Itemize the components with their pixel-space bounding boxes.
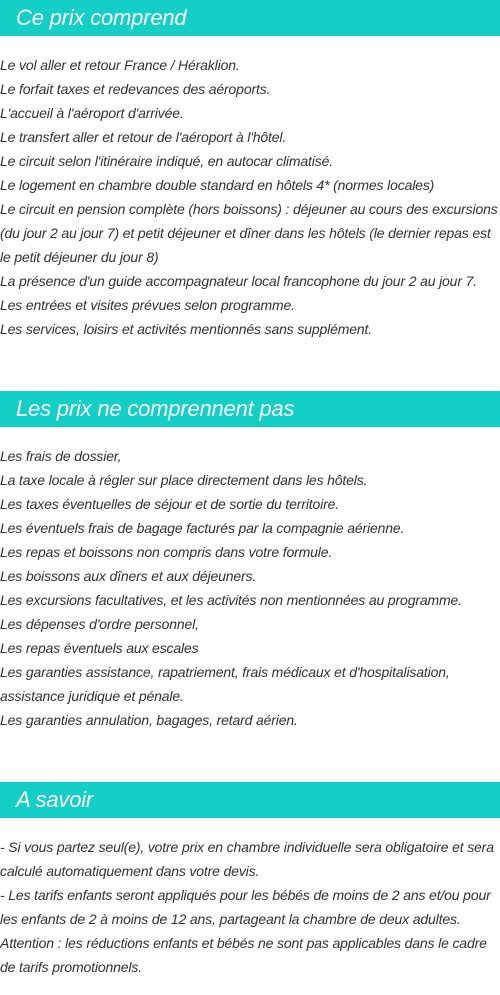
list-item: Les entrées et visites prévues selon programme. (0, 297, 295, 313)
list-item: Le circuit en pension complète (hors boissons) : déjeuner au cours des excursions (du jour 2 au jour 7) et petit déjeuner et dîner dans les hôtels (le dernier repas est le petit déjeuner du jour 8) (0, 201, 498, 265)
list-item: Les taxes éventuelles de séjour et de sortie du territoire. (0, 496, 340, 512)
list-item: Les boissons aux dîners et aux déjeuners. (0, 568, 257, 584)
section-good-to-know (0, 782, 500, 979)
list-item: Le vol aller et retour France / Héraklion. (0, 57, 240, 73)
excluded-list (0, 444, 500, 732)
list-item: - Si vous partez seul(e), votre prix en chambre individuelle sera obligatoire et sera calculé automatiquement dans votre devis. (0, 839, 494, 879)
list-item: Les garanties annulation, bagages, retard aérien. (0, 712, 298, 728)
list-item: Le circuit selon l'itinéraire indiqué, en autocar climatisé. (0, 153, 333, 169)
section-price-excludes (0, 391, 500, 732)
list-item: La présence d'un guide accompagnateur local francophone du jour 2 au jour 7. (0, 273, 477, 289)
section-title: Les prix ne comprennent pas (0, 391, 500, 427)
list-item: Les garanties assistance, rapatriement, frais médicaux et d'hospitalisation, assistance juridique et pénale. (0, 664, 450, 704)
list-item: Les dépenses d'ordre personnel, (0, 616, 199, 632)
section-title: Ce prix comprend (0, 0, 500, 36)
list-item: Les frais de dossier, (0, 448, 122, 464)
list-item: La taxe locale à régler sur place directement dans les hôtels. (0, 472, 368, 488)
info-list (0, 835, 500, 979)
list-item: Les repas éventuels aux escales (0, 640, 199, 656)
list-item: Attention : les réductions enfants et bébés ne sont pas applicables dans le cadre de tarifs promotionnels. (0, 935, 487, 975)
list-item: Le transfert aller et retour de l'aéroport à l'hôtel. (0, 129, 287, 145)
list-item: Le logement en chambre double standard en hôtels 4* (normes locales) (0, 177, 435, 193)
list-item: Les repas et boissons non compris dans votre formule. (0, 544, 333, 560)
included-list (0, 53, 500, 341)
section-title: A savoir (0, 782, 500, 818)
list-item: Les éventuels frais de bagage facturés par la compagnie aérienne. (0, 520, 405, 536)
list-item: Le forfait taxes et redevances des aéroports. (0, 81, 271, 97)
list-item: - Les tarifs enfants seront appliqués pour les bébés de moins de 2 ans et/ou pour les enfants de 2 à moins de 12 ans, partageant la chambre de deux adultes. (0, 887, 491, 927)
section-price-includes (0, 0, 500, 341)
list-item: L'accueil à l'aéroport d'arrivée. (0, 105, 184, 121)
list-item: Les excursions facultatives, et les activités non mentionnées au programme. (0, 592, 462, 608)
list-item: Les services, loisirs et activités mentionnés sans supplément. (0, 321, 372, 337)
